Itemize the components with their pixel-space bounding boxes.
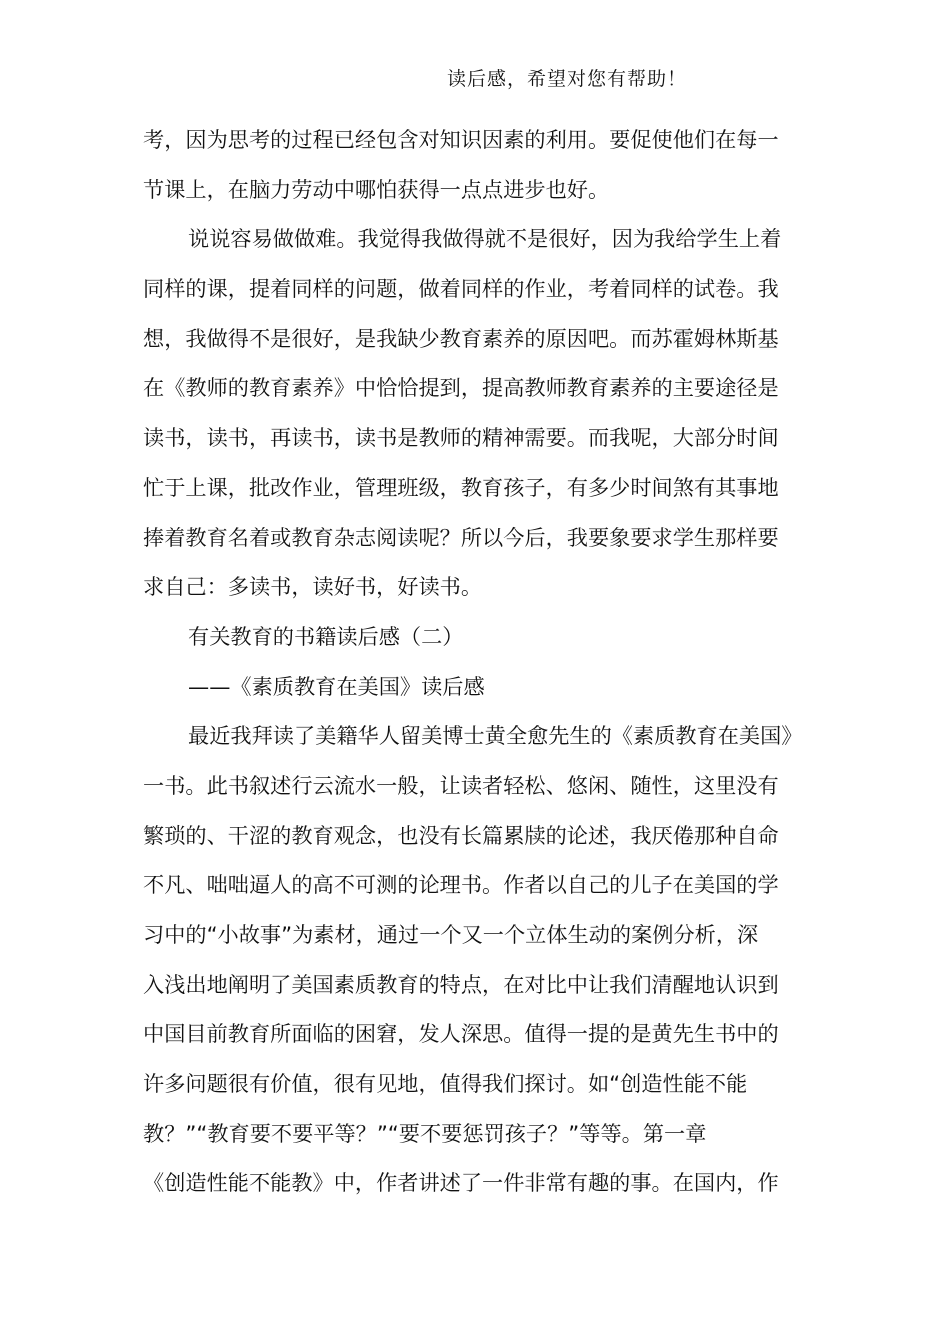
text-line: 《创造性能不能教》中，作者讲述了一件非常有趣的事。在国内，作 (143, 1170, 779, 1196)
text-line: 读书，读书，再读书，读书是教师的精神需要。而我呢，大部分时间 (143, 425, 779, 451)
text-line: 忙于上课，批改作业，管理班级，教育孩子，有多少时间煞有其事地 (143, 474, 779, 500)
text-line: 考，因为思考的过程已经包含对知识因素的利用。要促使他们在每一 (143, 127, 779, 152)
text-line: 习中的“小故事”为素材，通过一个又一个立体生动的案例分析，深 (143, 922, 759, 947)
text-line: ——《素质教育在美国》读后感 (188, 673, 485, 699)
text-line: 有关教育的书籍读后感（二） (188, 623, 464, 649)
text-line: 求自己：多读书，读好书，好读书。 (143, 574, 483, 600)
page-header: 读后感，希望对您有帮助！ (447, 68, 688, 90)
body-text (143, 115, 823, 1208)
text-line: 最近我拜读了美籍华人留美博士黄全愈先生的《素质教育在美国》 (188, 723, 803, 749)
text-line: 入浅出地阐明了美国素质教育的特点，在对比中让我们清醒地认识到 (143, 971, 779, 997)
text-line: 繁琐的、干涩的教育观念，也没有长篇累牍的论述，我厌倦那种自命 (143, 822, 779, 848)
text-line: 在《教师的教育素养》中恰恰提到，提高教师教育素养的主要途径是 (143, 375, 779, 401)
text-line: 教？”“教育要不要平等？”“要不要惩罚孩子？”等等。第一章 (143, 1120, 707, 1146)
text-line: 中国目前教育所面临的困窘，发人深思。值得一提的是黄先生书中的 (143, 1021, 779, 1047)
text-line: 不凡、咄咄逼人的高不可测的论理书。作者以自己的儿子在美国的学 (143, 872, 779, 898)
text-line: 许多问题很有价值，很有见地，值得我们探讨。如“创造性能不能 (143, 1071, 748, 1097)
text-line: 同样的课，提着同样的问题，做着同样的作业，考着同样的试卷。我 (143, 276, 779, 302)
text-line: 说说容易做做难。我觉得我做得就不是很好，因为我给学生上着 (188, 226, 782, 252)
text-line: 想，我做得不是很好，是我缺少教育素养的原因吧。而苏霍姆林斯基 (143, 325, 779, 351)
text-line: 节课上，在脑力劳动中哪怕获得一点点进步也好。 (143, 176, 610, 202)
text-line: 一书。此书叙述行云流水一般，让读者轻松、悠闲、随性，这里没有 (143, 772, 779, 798)
text-line: 捧着教育名着或教育杂志阅读呢？所以今后，我要象要求学生那样要 (143, 524, 779, 550)
